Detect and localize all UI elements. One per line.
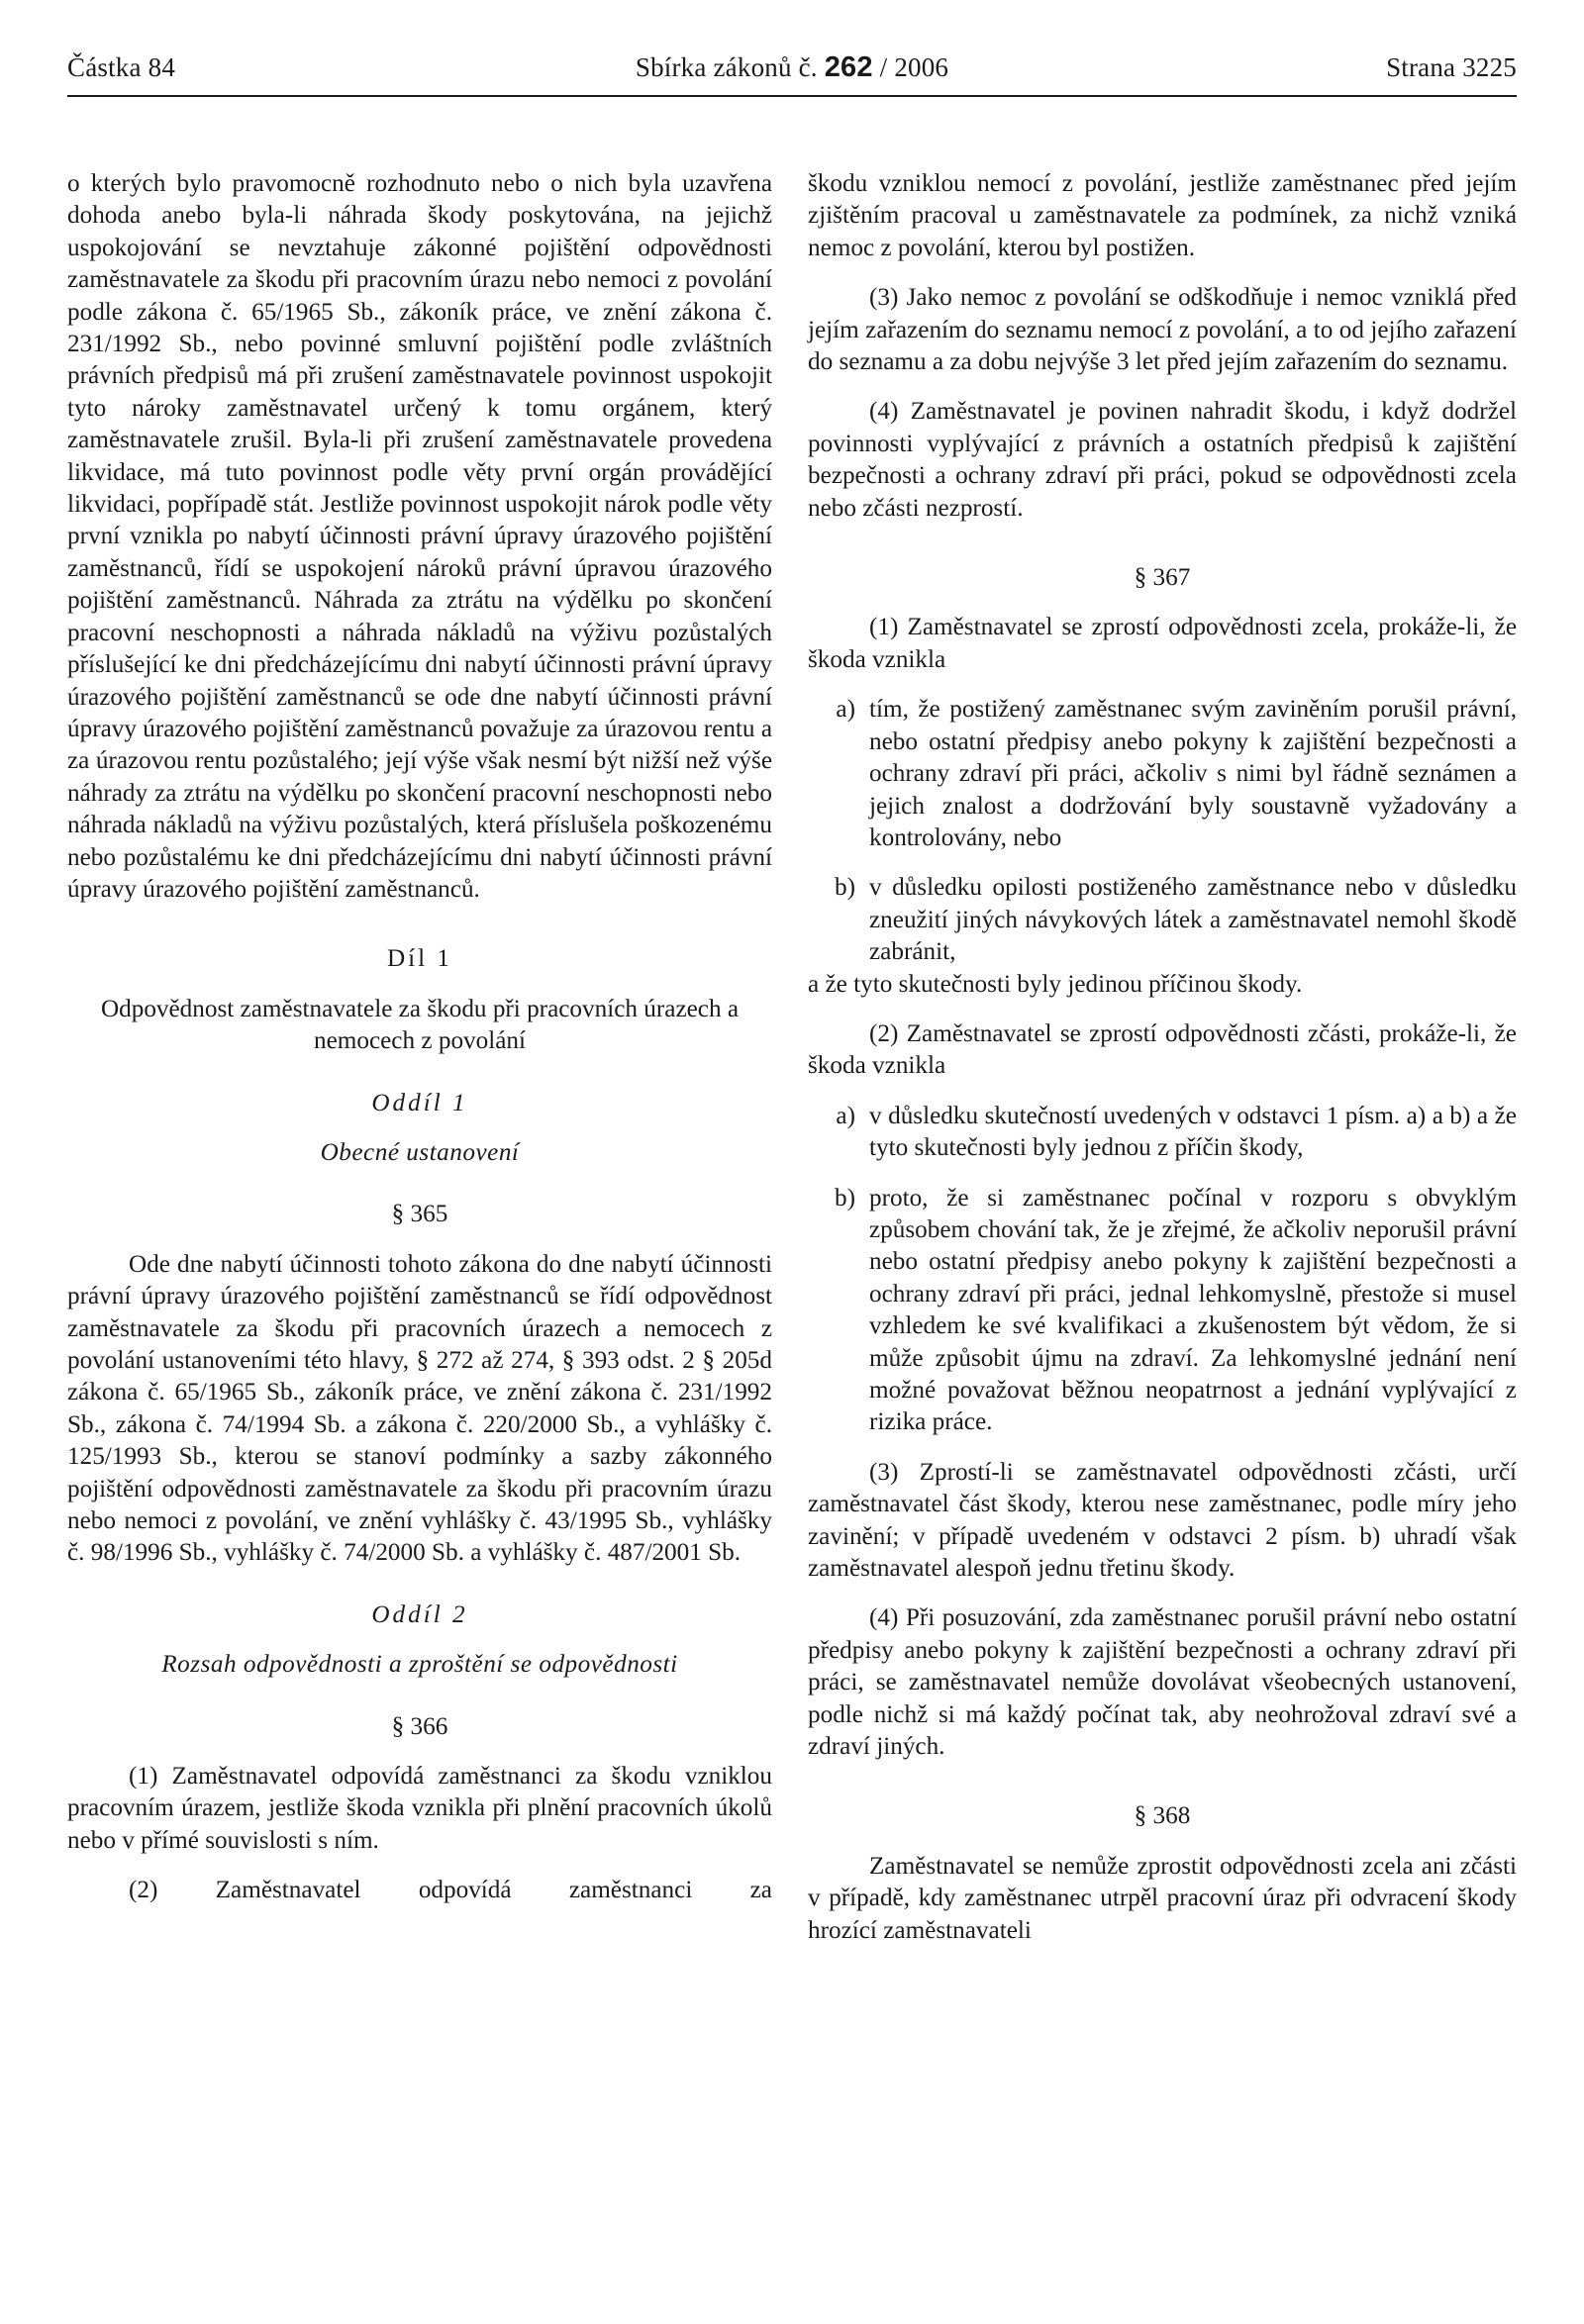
list-item: [808, 872, 1517, 968]
paragraph-366-2-start: (2) Zaměstnavatel odpovídá zaměstnanci za: [129, 1877, 772, 1904]
paragraph-367-2: (2) Zaměstnavatel se zprostí odpovědnosti zčásti, prokáže-li, že škoda vznikla: [808, 1019, 1517, 1080]
section-heading-1: Oddíl 1: [371, 1089, 468, 1116]
right-column: [808, 168, 1517, 1947]
header-rule: [67, 95, 1517, 97]
list-text: v důsledku opilosti postiženého zaměstnance nebo v důsledku zneužití jiných návykových látek a zaměstnavatel nemohl škodě zabránit,: [869, 874, 1517, 966]
header-part: Částka 84: [67, 51, 176, 82]
list-text: v důsledku skutečností uvedených v odstavci 1 písm. a) a b) a že tyto skutečnosti byly jednou z příčin škody,: [869, 1102, 1517, 1162]
paragraph-366-2-cont: škodu vzniklou nemocí z povolání, jestliže zaměstnanec před jejím zjištěním pracoval u zaměstnavatele za podmínek, za nichž vzniká nemoc z povolání, kterou byl postižen.: [808, 170, 1517, 261]
paragraph-367-4: (4) Při posuzování, zda zaměstnanec porušil právní nebo ostatní předpisy anebo pokyny k zajištění bezpečnosti a ochrany zdraví při práci, se zaměstnavatel nemůže dovolávat všeobecných ustanovení, podle nichž si má každý počínat tak, aby neohrožoval zdraví své a zdraví jiných.: [808, 1604, 1517, 1761]
list-item: [808, 1101, 1517, 1165]
list-marker: b): [835, 874, 855, 902]
list-marker: a): [836, 1102, 855, 1129]
paragraph-mark-366: § 366: [391, 1712, 448, 1740]
paragraph-367-1-tail: a že tyto skutečnosti byly jedinou příčinou škody.: [808, 970, 1303, 998]
header-journal-prefix: Sbírka zákonů č.: [635, 51, 818, 82]
paragraph-366-3: (3) Jako nemoc z povolání se odškodňuje i nemoc vzniklá před jejím zařazením do seznamu nemocí z povolání, a to od jejího zařazení do seznamu a za dobu nejvýše 3 let před jejím zařazením do seznamu.: [808, 284, 1517, 376]
paragraph-367-1: (1) Zaměstnavatel se zprostí odpovědnosti zcela, prokáže-li, že škoda vznikla: [808, 614, 1517, 673]
part-title: Odpovědnost zaměstnavatele za škodu při pracovních úrazech a nemocech z povolání: [100, 995, 740, 1055]
section-heading-2: Oddíl 2: [371, 1600, 468, 1628]
header-journal: [67, 51, 1517, 84]
list-text: proto, že si zaměstnanec počínal v rozporu s obvyklým způsobem chování tak, že je zřejmé, že ačkoliv neporušil právní nebo ostatní předpisy anebo pokyny k zajištění bezpečnosti a ochrany zdraví při práci, jednal lehkomyslně, přestože si musel vzhledem ke své kvalifikaci a zkušenostem být vědom, že si může způsobit újmu na zdraví. Za lehkomyslné jednání není možné považovat běžnou neopatrnost a jednání vyplývající z rizika práce.: [869, 1184, 1517, 1436]
paragraph-365-text: Ode dne nabytí účinnosti tohoto zákona do dne nabytí účinnosti právní úpravy úrazového pojištění zaměstnanců se řídí odpovědnost zaměstnavatele za škodu při pracovních úrazech a nemocech z povolání ustanoveními této hlavy, § 272 až 274, § 393 odst. 2 § 205d zákona č. 65/1965 Sb., zákoník práce, ve znění zákona č. 231/1992 Sb., zákona č. 74/1994 Sb. a zákona č. 220/2000 Sb., a vyhlášky č. 125/1993 Sb., kterou se stanoví podmínky a sazby zákonného pojištění odpovědnosti zaměstnavatele za škodu při pracovním úrazu nebo nemoci z povolání, ve znění vyhlášky č. 43/1995 Sb., vyhlášky č. 98/1996 Sb., vyhlášky č. 74/2000 Sb. a vyhlášky č. 487/2001 Sb.: [67, 1250, 772, 1567]
section-title-2: Rozsah odpovědnosti a zproštění se odpovědnosti: [161, 1651, 678, 1679]
part-heading: Díl 1: [386, 945, 453, 973]
header-journal-number: 262: [824, 50, 873, 83]
paragraph-367-3: (3) Zprostí-li se zaměstnavatel odpovědnosti zčásti, určí zaměstnavatel část škody, kterou nese zaměstnanec, podle míry jeho zavinění; v případě uvedeném v odstavci 2 písm. b) uhradí však zaměstnavatel alespoň jednu třetinu škody.: [808, 1458, 1517, 1583]
paragraph-368-text: Zaměstnavatel se nemůže zprostit odpovědnosti zcela ani zčásti v případě, kdy zaměstnanec utrpěl pracovní úraz při odvracení škody hrozící zaměstnavateli: [808, 1852, 1517, 1944]
paragraph-366-1: (1) Zaměstnavatel odpovídá zaměstnanci za škodu vzniklou pracovním úrazem, jestliže škoda vznikla při plnění pracovních úkolů nebo v přímé souvislosti s ním.: [67, 1763, 772, 1854]
paragraph-mark-368: § 368: [1134, 1802, 1191, 1830]
paragraph-mark-365: § 365: [391, 1201, 448, 1228]
header-page-number: Strana 3225: [1386, 51, 1517, 82]
header-journal-year: / 2006: [879, 51, 949, 82]
list-marker: a): [836, 696, 855, 724]
list-marker: b): [835, 1184, 855, 1211]
list-item: [808, 1183, 1517, 1439]
paragraph-mark-367: § 367: [1134, 564, 1191, 592]
list-item: [808, 694, 1517, 854]
paragraph-continuation: o kterých bylo pravomocně rozhodnuto nebo o nich byla uzavřena dohoda anebo byla-li náhrada škody poskytována, na jejichž uspokojování se nevztahuje zákonné pojištění odpovědnosti zaměstnavatele za škodu při pracovním úrazu nebo nemoci z povolání podle zákona č. 65/1965 Sb., zákoník práce, ve znění zákona č. 231/1992 Sb., nebo povinné smluvní pojištění podle zvláštních právních předpisů má při zrušení zaměstnavatele povinnost uspokojit tyto nároky zaměstnavatel určený k tomu orgánem, který zaměstnavatele zrušil. Byla-li při zrušení zaměstnavatele provedena likvidace, má tuto povinnost podle věty první orgán provádějící likvidaci, popřípadě stát. Jestliže povinnost uspokojit nárok podle věty první vznikla po nabytí účinnosti právní úpravy úrazového pojištění zaměstnanců, řídí se uspokojení nároků právní úpravou úrazového pojištění zaměstnanců. Náhrada za ztrátu na výdělku po skončení pracovní neschopnosti a náhrada nákladů na výživu pozůstalých příslušející ke dni předcházejícímu dni nabytí účinnosti právní úpravy úrazového pojištění zaměstnanců se ode dne nabytí účinnosti právní úpravy úrazového pojištění zaměstnanců považuje za úrazovou rentu a za úrazovou rentu pozůstalého; její výše však nesmí být nižší než výše náhrady za ztrátu na výdělku po skončení pracovní neschopnosti nebo náhrada nákladů na výživu pozůstalých, která příslušela poškozenému nebo pozůstalému ke dni předcházejícímu dni nabytí účinnosti právní úpravy úrazového pojištění zaměstnanců.: [67, 170, 772, 903]
left-column: [67, 168, 772, 1907]
paragraph-366-4: (4) Zaměstnavatel je povinen nahradit škodu, i když dodržel povinnosti vyplývající z právních a ostatních předpisů k zajištění bezpečnosti a ochrany zdraví při práci, pokud se odpovědnosti zcela nebo zčásti nezprostí.: [808, 398, 1517, 522]
list-text: tím, že postižený zaměstnanec svým zaviněním porušil právní, nebo ostatní předpisy anebo pokyny k zajištění bezpečnosti a ochrany zdraví při práci, ačkoliv s nimi byl řádně seznámen a jejich znalost a dodržování byly soustavně vyžadovány a kontrolovány, nebo: [869, 696, 1517, 851]
page-header: [67, 44, 1517, 91]
section-title-1: Obecné ustanovení: [320, 1138, 520, 1166]
